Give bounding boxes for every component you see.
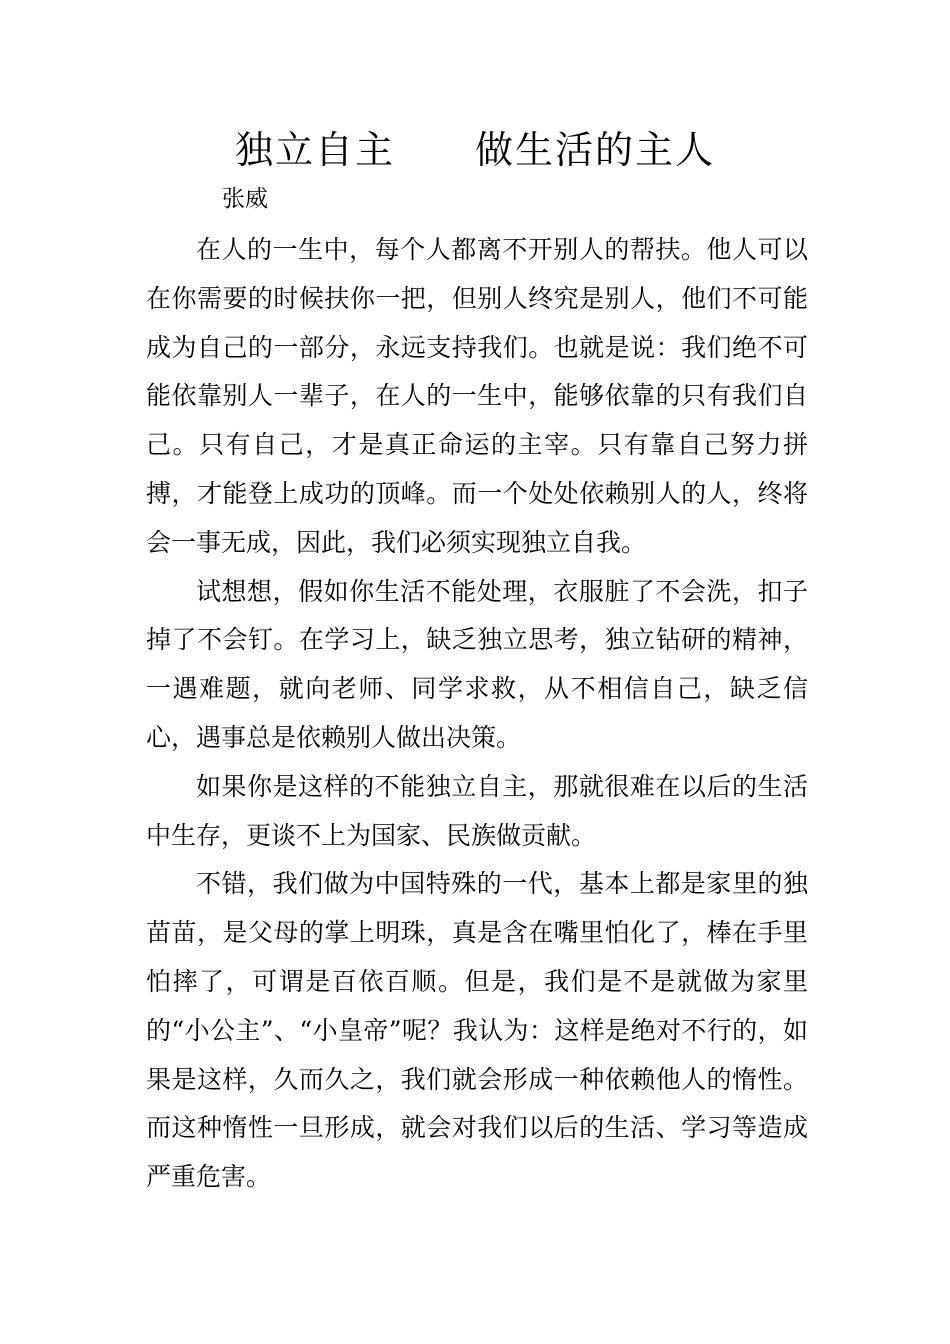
paragraph: 不错，我们做为中国特殊的一代，基本上都是家里的独苗苗，是父母的掌上明珠，真是含在嘴里怕化了，棒在手里怕摔了，可谓是百依百顺。但是，我们是不是就做为家里的“小公主”、“小皇帝”呢？我认为：这样是绝对不行的，如果是这样，久而久之，我们就会形成一种依赖他人的惰性。而这种惰性一旦形成，就会对我们以后的生活、学习等造成严重危害。 [146, 869, 808, 1192]
paragraph: 试想想，假如你生活不能处理，衣服脏了不会洗，扣子掉了不会钉。在学习上，缺乏独立思考，独立钻研的精神，一遇难题，就向老师、同学求救，从不相信自己，缺乏信心，遇事总是依赖别人做出决策。 [146, 576, 808, 752]
paragraph: 在人的一生中，每个人都离不开别人的帮扶。他人可以在你需要的时候扶你一把，但别人终究是别人，他们不可能成为自己的一部分，永远支持我们。也就是说：我们绝不可能依靠别人一辈子，在人的一生中，能够依靠的只有我们自己。只有自己，才是真正命运的主宰。只有靠自己努力拼搏，才能登上成功的顶峰。而一个处处依赖别人的人，终将会一事无成，因此，我们必须实现独立自我。 [146, 235, 808, 557]
document-title: 独立自主 做生活的主人 [234, 128, 715, 172]
author-name: 张威 [222, 186, 268, 212]
document-body [146, 226, 808, 1202]
paragraph: 如果你是这样的不能独立自主，那就很难在以后的生活中生存，更谈不上为国家、民族做贡献。 [146, 771, 808, 850]
